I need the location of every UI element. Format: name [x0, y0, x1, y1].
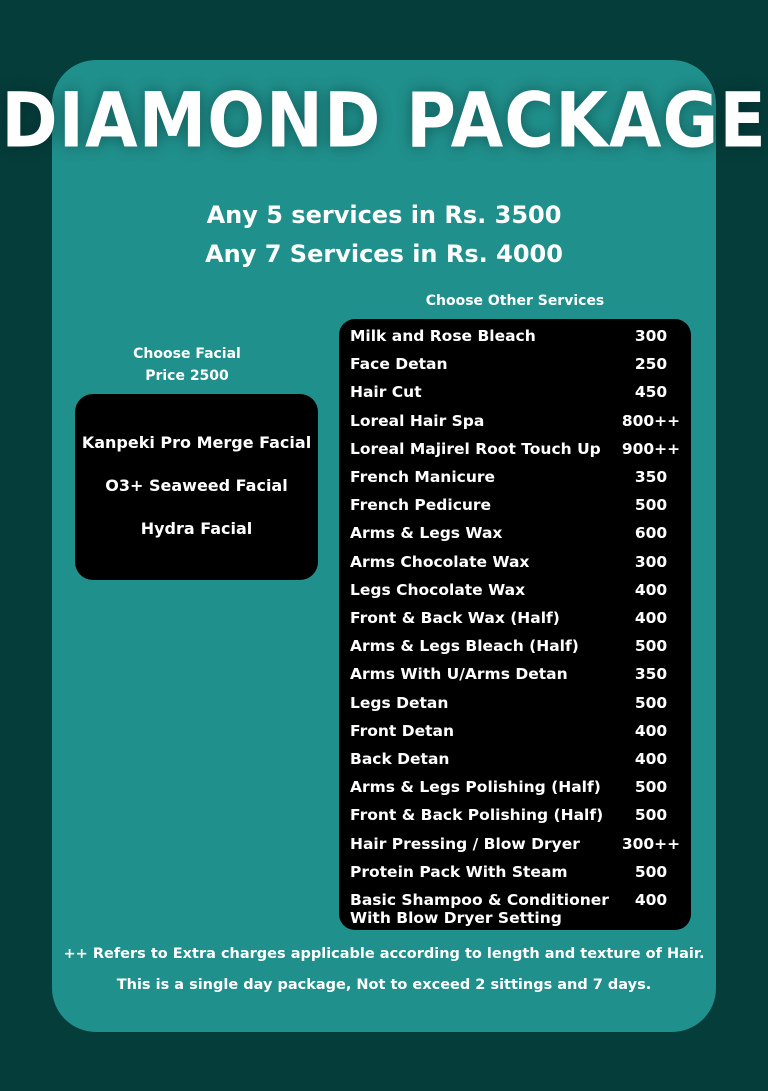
service-price: 400: [634, 609, 668, 627]
service-name: Arms & Legs Bleach (Half): [350, 637, 579, 656]
service-price: 900++: [621, 439, 681, 458]
facial-item: Hydra Facial: [140, 519, 253, 538]
service-name: Front & Back Polishing (Half): [350, 806, 604, 825]
service-name: Legs Chocolate Wax: [350, 580, 526, 599]
service-name: Arms Chocolate Wax: [350, 552, 530, 571]
service-price: 250: [634, 355, 668, 374]
facial-heading-title: Choose Facial: [133, 346, 241, 362]
service-price: 300: [634, 552, 668, 571]
service-row: [339, 750, 691, 778]
service-price: 600: [634, 524, 668, 543]
service-row: [339, 355, 691, 383]
service-name: Loreal Hair Spa: [350, 411, 485, 430]
service-price: 450: [634, 383, 668, 402]
package-validity-note: This is a single day package, Not to exceed 2 sittings and 7 days.: [116, 977, 652, 993]
offer-line-7-services: Any 7 Services in Rs. 4000: [205, 240, 563, 268]
service-price: 400: [634, 721, 668, 740]
service-row: [339, 722, 691, 750]
service-name: French Pedicure: [350, 496, 492, 515]
extra-charges-note: ++ Refers to Extra charges applicable according to length and texture of Hair.: [63, 946, 705, 962]
service-name: French Manicure: [350, 468, 496, 486]
service-row: [339, 863, 691, 891]
service-row: [339, 835, 691, 863]
services-price-list: [339, 319, 691, 930]
page-title: DIAMOND PACKAGE: [1, 77, 767, 166]
service-price: 500: [634, 778, 668, 797]
service-row: [339, 468, 691, 496]
service-row: [339, 609, 691, 637]
service-name: Basic Shampoo & Conditioner With Blow Dryer Setting: [350, 891, 609, 927]
service-name: Back Detan: [350, 750, 450, 768]
service-price: 300++: [621, 834, 681, 853]
service-price: 300: [634, 327, 668, 345]
service-row: [339, 665, 691, 693]
facial-item: Kanpeki Pro Merge Facial: [81, 433, 312, 452]
service-name: Arms With U/Arms Detan: [350, 665, 568, 684]
service-row: [339, 581, 691, 609]
service-name: Front Detan: [350, 721, 455, 740]
service-name: Front & Back Wax (Half): [350, 609, 560, 627]
service-price: 500: [634, 496, 668, 515]
service-price: 500: [634, 862, 668, 881]
service-row: [339, 778, 691, 806]
facial-heading: [75, 343, 299, 387]
service-name: Protein Pack With Steam: [350, 862, 568, 881]
offer-line-5-services: Any 5 services in Rs. 3500: [206, 201, 562, 229]
service-price: 400: [634, 891, 668, 909]
service-row: [339, 524, 691, 552]
service-row: [339, 440, 691, 468]
other-services-heading: Choose Other Services: [425, 293, 605, 309]
service-row: [339, 412, 691, 440]
service-name: Arms & Legs Wax: [350, 524, 503, 543]
service-row: [339, 553, 691, 581]
service-name: Milk and Rose Bleach: [350, 327, 536, 345]
facial-heading-price: Price 2500: [145, 368, 229, 384]
service-price: 400: [634, 750, 668, 768]
service-price: 800++: [621, 411, 681, 430]
service-price: 350: [634, 468, 668, 486]
service-row: [339, 806, 691, 834]
service-name: Hair Cut: [350, 383, 422, 402]
service-row: [339, 327, 691, 355]
service-price: 500: [634, 806, 668, 825]
service-row: [339, 891, 691, 927]
service-name: Face Detan: [350, 355, 448, 374]
service-price: 400: [634, 580, 668, 599]
facial-list: [75, 394, 318, 580]
service-price: 500: [634, 693, 668, 712]
service-name: Arms & Legs Polishing (Half): [350, 778, 601, 797]
facial-item: O3+ Seaweed Facial: [105, 476, 288, 495]
service-name: Loreal Majirel Root Touch Up: [350, 439, 601, 458]
service-name: Hair Pressing / Blow Dryer: [350, 834, 580, 853]
service-row: [339, 694, 691, 722]
service-price: 350: [634, 665, 668, 684]
service-row: [339, 383, 691, 411]
service-name: Legs Detan: [350, 693, 449, 712]
service-row: [339, 496, 691, 524]
service-price: 500: [634, 637, 668, 656]
service-row: [339, 637, 691, 665]
